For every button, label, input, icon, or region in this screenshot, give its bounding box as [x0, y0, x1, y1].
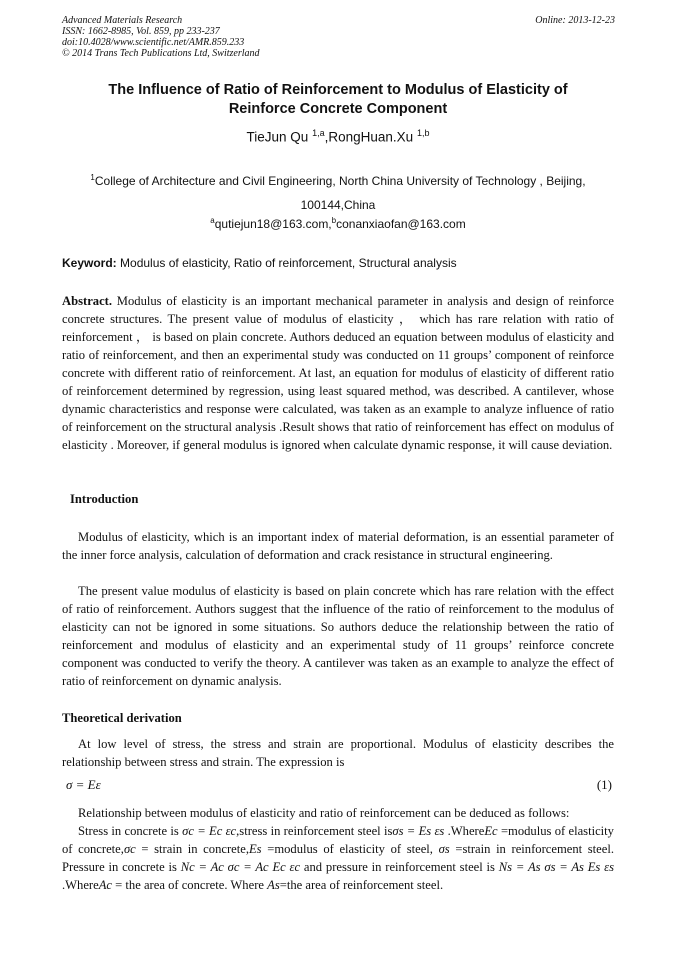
- var-ec: Ec: [484, 824, 498, 838]
- affiliation-text: College of Architecture and Civil Engineering, North China University of Technology , Beijing,: [94, 174, 586, 188]
- affiliation-line-2: 100144,China: [300, 198, 376, 212]
- p3-text-g: =strain in reinforcement steel. Pressure in concrete is: [62, 842, 614, 874]
- affiliation: [62, 166, 614, 217]
- var-ac: Ac: [98, 878, 113, 892]
- p3-text-k: =the area of reinforcement steel.: [279, 878, 444, 892]
- online-date: Online: 2013-12-23: [535, 15, 615, 26]
- email-b-marker: b: [331, 216, 337, 225]
- p3-text-e: = strain in concrete,: [141, 842, 249, 856]
- abstract-label: Abstract.: [62, 294, 113, 308]
- keyword-label: Keyword:: [62, 256, 117, 270]
- p3-text-d: =modulus of elasticity of concrete,: [62, 824, 614, 856]
- introduction-paragraph-1: Modulus of elasticity, which is an important index of material deformation, is an essential parameter of the inner force analysis, calculation of deformation and crack resistance in structural engineering.: [62, 530, 614, 562]
- concrete-stress-equation: σc = Ec εc: [182, 824, 237, 838]
- author-2-name: RongHuan.Xu: [328, 129, 414, 145]
- p3-text-f: =modulus of elasticity of steel,: [267, 842, 433, 856]
- author-list: [62, 128, 614, 145]
- var-as: As: [267, 878, 280, 892]
- author-separator: ,: [324, 129, 329, 145]
- theory-paragraph-3: [62, 822, 614, 894]
- var-sigma-c: σc: [123, 842, 136, 856]
- abstract: [62, 292, 614, 454]
- var-sigma-s: σs: [438, 842, 450, 856]
- paper-title: [62, 81, 614, 119]
- author-2-affil: 1,b: [416, 128, 430, 138]
- introduction-paragraph-2: The present value modulus of elasticity is based on plain concrete which has rare relation with the effect of ratio of reinforcement. Authors suggest that the influence of the ratio of reinforcement to the modulus of elasticity can not be ignored in some situations. So authors deduce the relationship between the ratio of reinforcement and modulus of elasticity and an experimental study of 11 groups’ reinforce concrete component was conducted to verify the theory. A cantilever was taken as an example to analyze the effect of ratio of reinforcement on dynamic analysis.: [62, 584, 614, 688]
- email-a[interactable]: qutiejun18@163.com,: [214, 217, 332, 231]
- email-b[interactable]: conanxiaofan@163.com: [336, 217, 466, 231]
- affiliation-marker: 1: [90, 173, 95, 182]
- title-line-2: Reinforce Concrete Component: [228, 101, 448, 117]
- p3-text-h: and pressure in reinforcement steel is: [303, 860, 495, 874]
- abstract-text: Modulus of elasticity is an important mechanical parameter in analysis and design of reinforce concrete structures. The present value of modulus of elasticity ， which has rare relation with ratio of reinforcement ， is based on plain concrete. Authors deduced an equation between modulus of elasticity and ratio of reinforcement, and then an experimental study was conducted on 11 groups’ component of reinforce concrete with different ratio of reinforcement. At last, an equation for modulus of elasticity of different ratio of reinforcement determined by regression, using least squared method, was described. A cantilever, whose dynamic characteristics and response were calculated, was taken as an example to analyze influence of ratio of reinforcement on the structural analysis .Result shows that ratio of reinforcement has effect on modulus of elasticity . Moreover, if general modulus is ignored when calculate dynamic response, it will cause deviation.: [62, 294, 614, 452]
- steel-stress-equation: σs = Es εs: [392, 824, 445, 838]
- p3-text-b: ,stress in reinforcement steel is: [236, 824, 393, 838]
- p3-text-i: .Where: [62, 878, 99, 892]
- journal-doi: doi:10.4028/www.scientific.net/AMR.859.233: [62, 37, 245, 48]
- steel-pressure-equation: Ns = As σs = As Es εs: [498, 860, 614, 874]
- email-a-marker: a: [210, 216, 215, 225]
- concrete-pressure-equation: Nc = Ac σc = Ac Ec εc: [180, 860, 301, 874]
- author-1-name: TieJun Qu: [246, 129, 309, 145]
- journal-name: Advanced Materials Research: [62, 15, 183, 26]
- author-emails: [62, 216, 614, 231]
- introduction-heading: Introduction: [70, 492, 139, 506]
- equation-1: σ = Eε: [66, 777, 101, 792]
- journal-issn: ISSN: 1662-8985, Vol. 859, pp 233-237: [62, 26, 220, 37]
- theory-paragraph-1: At low level of stress, the stress and strain are proportional. Modulus of elasticity describes the relationship between stress and strain. The expression is: [62, 737, 614, 769]
- var-es: Es: [248, 842, 262, 856]
- title-line-1: The Influence of Ratio of Reinforcement to Modulus of Elasticity of: [108, 82, 568, 98]
- journal-header: [62, 15, 260, 59]
- journal-copyright: © 2014 Trans Tech Publications Ltd, Switzerland: [62, 48, 260, 59]
- p3-text-j: = the area of concrete. Where: [115, 878, 264, 892]
- keywords: [62, 256, 457, 270]
- equation-1-number: (1): [596, 777, 612, 792]
- theory-paragraph-2: Relationship between modulus of elasticity and ratio of reinforcement can be deduced as follows:: [78, 806, 570, 820]
- p3-text-a: Stress in concrete is: [78, 824, 179, 838]
- keyword-text: Modulus of elasticity, Ratio of reinforcement, Structural analysis: [120, 256, 457, 270]
- theoretical-derivation-heading: Theoretical derivation: [62, 711, 182, 725]
- p3-text-c: .Where: [447, 824, 485, 838]
- author-1-affil: 1,a: [312, 128, 325, 138]
